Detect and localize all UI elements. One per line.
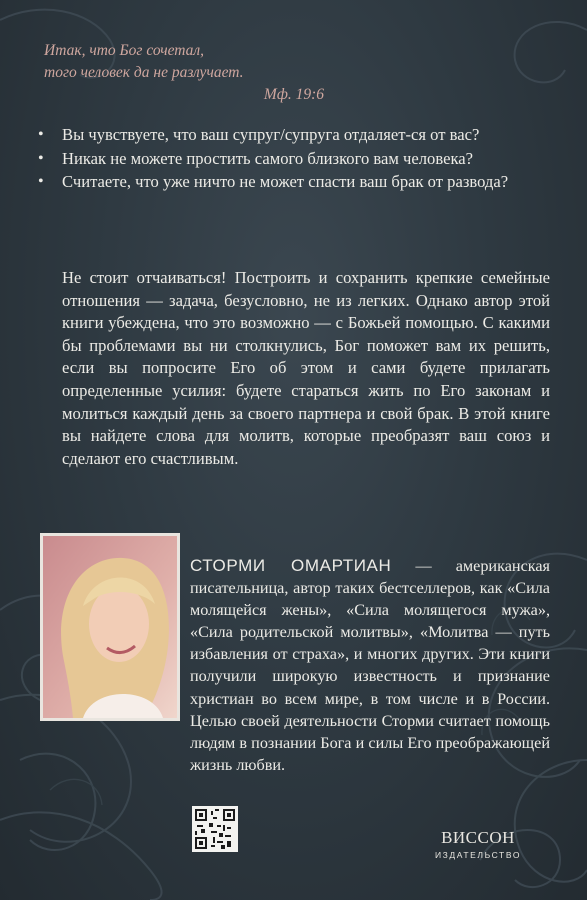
- list-item: • Никак не можете простить самого близкого вам человека?: [36, 148, 546, 171]
- bullet-icon: •: [38, 173, 44, 190]
- body-paragraph: Не стоит отчаиваться! Построить и сохранить крепкие семейные отношения — задача, безусловно, не из легких. Однако автор этой книги убеждена, что это возможно — с Божьей помощью. С какими бы проблемами вы ни столкнулись, Бог поможет вам их решить, если вы попросите Его об этом и сами будете прилагать определенные усилия: будете стараться жить по Его законам и молиться каждый день за своего партнера и свой брак. В этой книге вы найдете слова для молитв, которые преобразят ваш союз и сделают его счастливым.: [62, 268, 550, 468]
- author-bio-text: — американская писательница, автор таких бестселлеров, как «Сила молящейся жены», «Сила молящегося мужа», «Сила родительской молитвы», «Молитва — путь избавления от страха», и многих других. Эти книги получили широкую известность и признание христиан во всем мире, в том числе и в России. Целью своей деятельности Сторми считает помощь людям в познании Бога и силы Его преображающей жизнь любви.: [190, 557, 551, 774]
- bullet-icon: •: [38, 149, 44, 167]
- epigraph-line-1: Итак, что Бог сочетал,: [44, 42, 205, 59]
- bullet-icon: •: [38, 126, 44, 143]
- publisher-logo-text: ВИССОН: [441, 828, 515, 847]
- author-bio: [190, 555, 550, 776]
- qr-code-icon: [192, 806, 238, 852]
- publisher-subtitle: ИЗДАТЕЛЬСТВО: [434, 850, 522, 860]
- list-item: • Вы чувствуете, что ваш супруг/супруга отдаляет-ся от вас?: [36, 124, 546, 147]
- epigraph-line-2: того человек да не разлучает.: [44, 64, 244, 81]
- author-photo: [40, 533, 180, 721]
- list-item: • Считаете, что уже ничто не может спасти ваш брак от развода?: [36, 171, 546, 194]
- epigraph: [44, 40, 324, 106]
- publisher-logo: [423, 828, 533, 868]
- question-list: [36, 124, 546, 195]
- author-name: СТОРМИ ОМАРТИАН: [190, 556, 392, 575]
- epigraph-reference: Мф. 19:6: [263, 86, 324, 103]
